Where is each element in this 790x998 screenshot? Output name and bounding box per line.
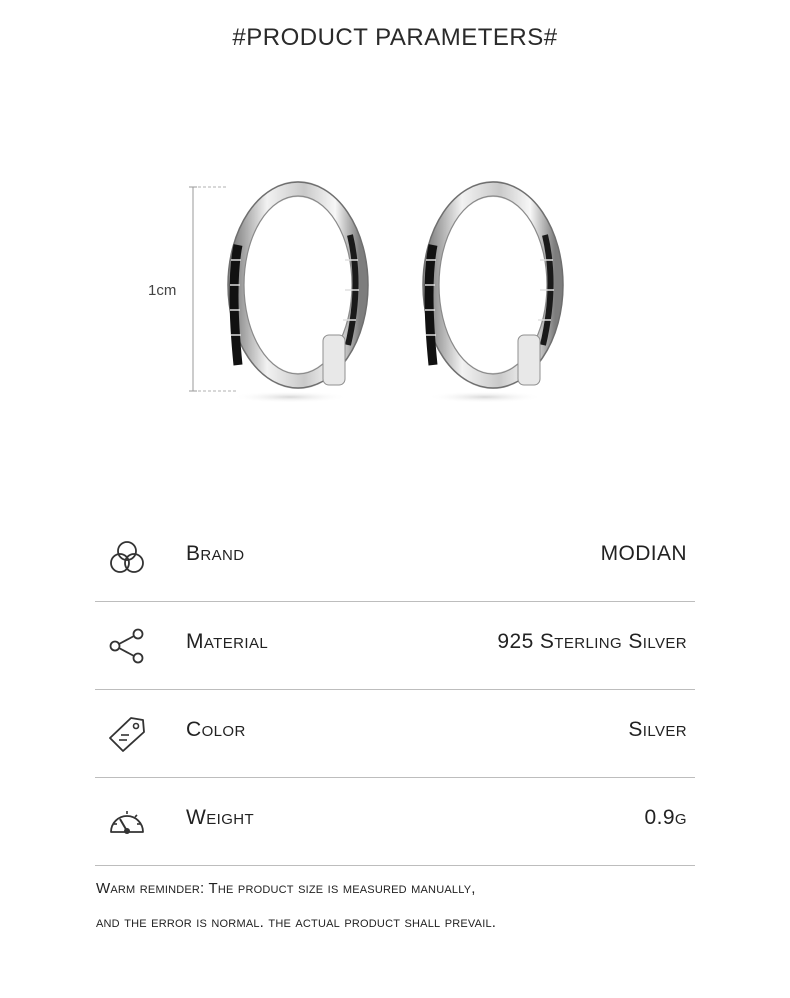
param-label: Brand: [186, 542, 245, 565]
param-label: Material: [186, 630, 269, 653]
share-icon: [107, 626, 147, 666]
param-row-weight: [95, 778, 695, 866]
param-label: Weight: [186, 806, 255, 829]
param-value: MODIAN: [600, 542, 687, 565]
dimension-label: 1cm: [148, 282, 177, 299]
gauge-icon: [107, 802, 147, 842]
parameters-table: [95, 514, 695, 866]
warm-reminder-line-2: and the error is normal. the actual product shall prevail.: [96, 914, 497, 931]
param-value: Silver: [628, 718, 687, 741]
page-title: #PRODUCT PARAMETERS#: [232, 24, 558, 51]
warm-reminder-line-1: Warm reminder: The product size is measured manually,: [96, 880, 476, 897]
product-image: [140, 175, 600, 425]
earring-left: [228, 182, 368, 403]
param-row-color: [95, 690, 695, 778]
param-value: 0.9g: [644, 806, 687, 829]
earring-right: [423, 182, 563, 403]
param-row-brand: [95, 514, 695, 602]
circles-icon: [107, 538, 147, 578]
tag-icon: [107, 714, 147, 754]
param-label: Color: [186, 718, 246, 741]
param-row-material: [95, 602, 695, 690]
param-value: 925 Sterling Silver: [497, 630, 687, 653]
